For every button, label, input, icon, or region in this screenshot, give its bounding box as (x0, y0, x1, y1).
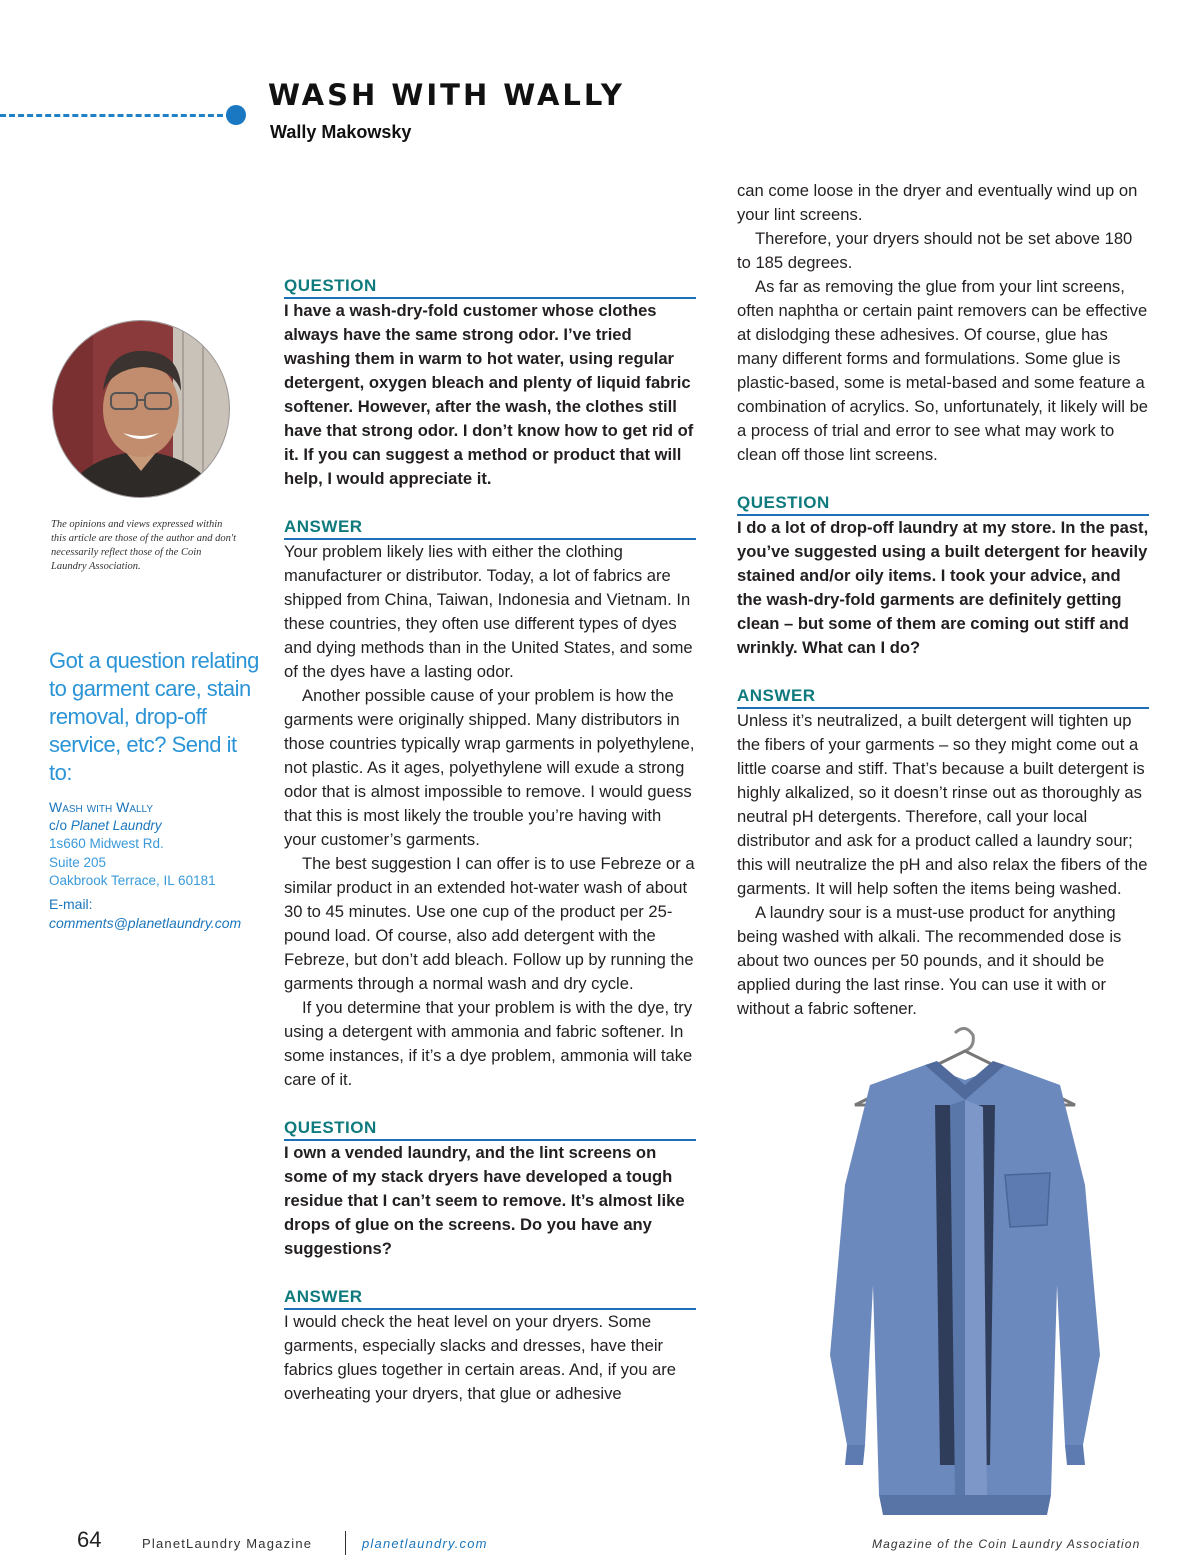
answer-heading: ANSWER (284, 1285, 696, 1310)
question-heading: QUESTION (284, 274, 696, 299)
address-co-name: Planet Laundry (70, 817, 162, 833)
article-column-1 (284, 274, 696, 1406)
answer-2-paragraph: I would check the heat level on your dryers. Some garments, especially slacks and dresses, have their fabrics glues together in certain areas. And, if you are overheating your dryers, that glue or adhesive (284, 1312, 677, 1403)
address-co-prefix: c/o (49, 817, 71, 833)
question-3: I do a lot of drop-off laundry at my store. In the past, you’ve suggested using a built detergent for heavily stained and/or oily items. I took your advice, and the wash-dry-fold garments are definitely getting clean – but some of them are coming out stiff and wrinkly. What can I do? (737, 518, 1149, 657)
author-portrait (52, 320, 230, 498)
dotted-rule (0, 114, 232, 117)
question-heading: QUESTION (284, 1116, 696, 1141)
shirt-on-hanger-image (815, 1025, 1115, 1517)
mailing-address (49, 798, 269, 891)
answer-heading: ANSWER (737, 684, 1149, 709)
answer-heading: ANSWER (284, 515, 696, 540)
question-2: I own a vended laundry, and the lint screens on some of my stack dryers have developed a tough residue that I can’t seem to remove. It’s almost like drops of glue on the screens. Do you have any suggestions? (284, 1143, 685, 1258)
magazine-name: PlanetLaundry Magazine (142, 1536, 313, 1551)
address-name: Wash with Wally (49, 799, 154, 815)
address-suite: Suite 205 (49, 854, 107, 870)
blue-dot (226, 105, 246, 125)
answer-3-paragraph: A laundry sour is a must-use product for anything being washed with alkali. The recommended dose is about two ounces per 50 pounds, and it should be applied during the last rinse. You can use it with or without a fabric softener. (737, 903, 1122, 1018)
answer-1-paragraph: Your problem likely lies with either the clothing manufacturer or distributor. Today, a lot of fabrics are shipped from China, Taiwan, Indonesia and Vietnam. In these countries, they often use different types of dyes and dying methods than in the United States, and some of the dyes have a lasting odor. (284, 542, 693, 681)
email-label: E-mail: (49, 896, 93, 912)
column-title: WASH WITH WALLY (268, 78, 625, 112)
magazine-url[interactable]: planetlaundry.com (362, 1536, 488, 1551)
address-street: 1s660 Midwest Rd. (49, 836, 164, 851)
page-number: 64 (77, 1527, 102, 1552)
answer-1-paragraph: If you determine that your problem is with the dye, try using a detergent with ammonia and fabric softener. In some instances, if it’s a dye problem, ammonia will take care of it. (284, 998, 693, 1089)
footer-divider (345, 1531, 346, 1555)
address-city: Oakbrook Terrace, IL 60181 (49, 873, 216, 888)
contact-prompt: Got a question relating to garment care, stain removal, drop-off service, etc? Send it to: (49, 648, 259, 785)
association-tagline: Magazine of the Coin Laundry Association (872, 1537, 1141, 1551)
answer-2-paragraph: As far as removing the glue from your lint screens, often naphtha or certain paint removers can be effective at dislodging these adhesives. Of course, glue has many different forms and formulations. Some glue is plastic-based, some is metal-based and some feature a combination of acrylics. So, unfortunately, it likely will be a process of trial and error to see what may work to clean off those lint screens. (737, 277, 1149, 464)
address-care-of (49, 817, 269, 836)
email-link[interactable]: comments@planetlaundry.com (49, 915, 242, 931)
answer-3-paragraph: Unless it’s neutralized, a built detergent will tighten up the fibers of your garments – so they might come out a little coarse and stiff. That’s because a built detergent is highly alkalized, so it doesn’t rinse out as thoroughly as neutral pH detergents. Therefore, call your local distributor and ask for a product called a laundry sour; this will neutralize the pH and also relax the fibers of the garments. It will help soften the items being washed. (737, 711, 1148, 898)
answer-2-paragraph: Therefore, your dryers should not be set above 180 to 185 degrees. (737, 229, 1133, 272)
article-column-2 (737, 179, 1149, 1021)
question-1: I have a wash-dry-fold customer whose clothes always have the same strong odor. I’ve tried washing them in warm to hot water, using regular detergent, oxygen bleach and plenty of liquid fabric softener. However, after the wash, the clothes still have that strong odor. I don’t know how to get rid of it. If you can suggest a method or product that will help, I would appreciate it. (284, 301, 694, 488)
disclaimer: The opinions and views expressed within this article are those of the author and don't necessarily reflect those of the Coin Laundry Association. (51, 519, 237, 572)
email-block (49, 895, 241, 933)
question-heading: QUESTION (737, 491, 1149, 516)
answer-1-paragraph: The best suggestion I can offer is to use Febreze or a similar product in an extended hot-water wash of about 30 to 45 minutes. Use one cup of the product per 25-pound load. Of course, also add detergent with the Febreze, but don’t add bleach. Follow up by running the garments through a normal wash and dry cycle. (284, 854, 695, 993)
author-name: Wally Makowsky (270, 122, 412, 142)
answer-1-paragraph: Another possible cause of your problem is how the garments were originally shipped. Many distributors in those countries typically wrap garments in polyethylene, not plastic. As it ages, polyethylene will exude a strong odor that is almost impossible to remove. I would guess that this is most likely the trouble you’re having with your customer’s garments. (284, 686, 695, 849)
answer-2-paragraph: can come loose in the dryer and eventually wind up on your lint screens. (737, 181, 1138, 224)
